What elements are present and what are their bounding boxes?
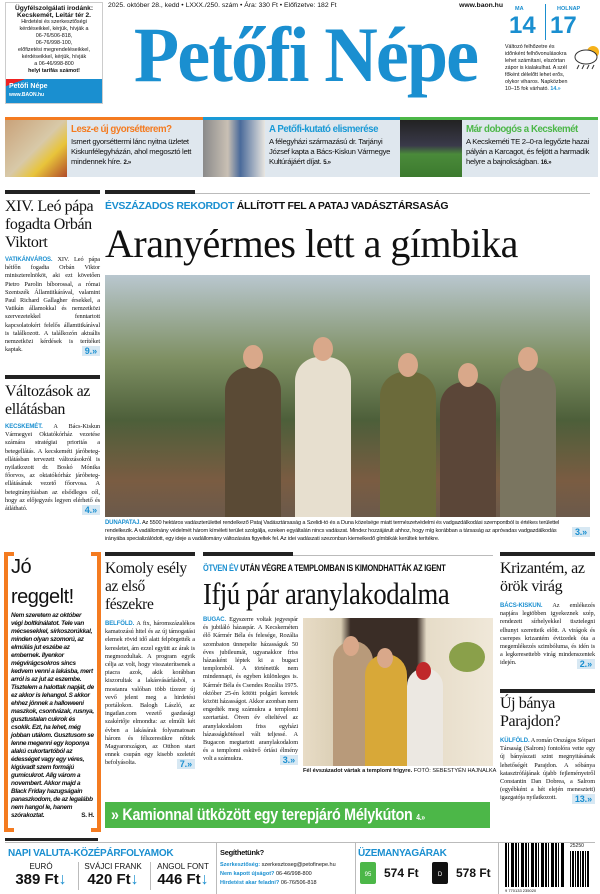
story-title: Komoly esély az első fészekre — [105, 560, 187, 613]
help-label: Szerkesztőség: — [220, 862, 261, 868]
person-head — [518, 347, 538, 371]
page-ref[interactable]: 4.» — [416, 813, 425, 822]
person-head — [398, 353, 418, 377]
story-body — [105, 620, 195, 768]
wedding-caption — [303, 768, 495, 775]
story-parajd-mine[interactable] — [500, 693, 595, 804]
help-title: Segíthetünk? — [220, 848, 264, 857]
story-location: BUGAC. — [203, 617, 227, 623]
rule — [293, 555, 493, 556]
help-label: Hirdetést akar feladni? — [220, 880, 280, 886]
currency-chf — [78, 862, 148, 889]
arrow-down-icon: ↓ — [200, 871, 209, 888]
rule — [5, 838, 98, 841]
currency-value: 389 Ft — [15, 871, 59, 888]
story-location: BELFÖLD. — [105, 621, 135, 627]
info-line: 06-76/998-100, — [35, 40, 73, 46]
masthead — [108, 0, 503, 105]
story-chrysanthemum[interactable] — [500, 558, 595, 669]
teaser-photo — [5, 120, 67, 177]
arrow-down-icon: ↓ — [130, 871, 139, 888]
story-title: XIV. Leó pápa fogadta Orbán Viktort — [5, 198, 94, 251]
teaser-body: Ismert gyorséttermi lánc nyitna üzletet Kiskunfélegyházán, ahol megosztó lett mindennek híre. — [71, 137, 192, 166]
currency-value: 420 Ft — [87, 871, 131, 888]
divider — [545, 4, 546, 40]
currency-title: NAPI VALUTA-KÖZÉPÁRFOLYAMOK — [8, 848, 174, 859]
fuel-price-95: 574 Ft — [384, 866, 419, 880]
fuel-pump-icon — [360, 862, 376, 884]
page-ref[interactable]: 16.» — [540, 160, 552, 166]
info-line: Hirdetési és szerkesztőségi — [21, 19, 87, 25]
info-line: a 06-46/998-800 — [34, 61, 74, 67]
page-ref[interactable]: 2.» — [577, 659, 595, 669]
person-head — [243, 345, 263, 369]
person-head — [343, 636, 359, 656]
weather-today-label: MA — [515, 6, 524, 12]
forecast-text: Változó felhőzetre és időnként felhővonulásokra lehet számítani, elszórtan zápor is kialakulhat. A szél főként délelőtt lehet erős, olykor viharos. Napközben 10–15 fok várható. — [505, 44, 568, 92]
story-location: VATIKÁNVÁROS. — [5, 257, 53, 263]
person — [440, 382, 496, 517]
teaser-photo — [400, 120, 462, 177]
help-phone[interactable]: 06-76/506-818 — [280, 880, 317, 886]
story-location: KÜLFÖLD. — [500, 738, 530, 744]
story-housing[interactable] — [105, 558, 195, 769]
story-body — [500, 602, 595, 668]
story-pope[interactable] — [5, 194, 100, 356]
page-ref[interactable]: 13.» — [572, 794, 595, 804]
rule — [105, 552, 195, 556]
currency-eur — [6, 862, 76, 889]
customer-service-box — [5, 2, 103, 104]
fuel-price-diesel: 578 Ft — [456, 866, 491, 880]
currency-name: SVÁJCI FRANK — [84, 862, 142, 871]
story-text: Az emlékezés napjára legtöbben igyekeznek szép, rendezett sírhelyekkel tisztelegni elhunyt szeretteik előtt. A virágok és cserepes krizantém évtizedek óta a megemlékezés szimbóluma, és idén is a legkeresettebb virág mindenszentek idején. — [500, 602, 595, 667]
story-title: Krizantém, az örök virág — [500, 560, 585, 595]
info-line: helyi tarifás számot! — [28, 68, 80, 74]
story-title: Változások az ellátásban — [5, 383, 90, 418]
currency-name: ANGOL FONT — [157, 862, 209, 871]
person — [295, 357, 351, 517]
newspaper-title: Petőfi Népe — [133, 11, 478, 98]
wedding-photo — [303, 618, 493, 766]
website-link[interactable]: www.baon.hu — [459, 2, 503, 9]
kicker-accent: ÖTVEN ÉV — [203, 563, 239, 573]
story-text: A román Országos Sóipari Társaság (Salrom) fontolóra vette egy új bányászati szint megnyitásának lehetőségét Parajdon. A sóbánya katasztrófájának újabb fejleményeiről Constantin Dan Dobrea, a Salrom (egyébként a hét elején menesztett) igazgatója nyilatkozott. — [500, 737, 595, 802]
teaser-title: Már dobogós a Kecskemét — [466, 123, 578, 135]
currency-gbp — [148, 862, 218, 889]
currency-value: 446 Ft — [157, 871, 201, 888]
barcode — [505, 843, 565, 887]
cloud-rain-icon — [573, 44, 600, 72]
story-body — [5, 423, 100, 516]
teaser-text — [71, 137, 201, 168]
person-head — [377, 648, 393, 668]
page-ref[interactable]: 3.» — [572, 527, 590, 537]
rule — [203, 552, 293, 556]
story-location: BÁCS-KISKUN. — [500, 603, 543, 609]
teaser-title: Lesz-e új gyorsétterem? — [71, 123, 172, 135]
teaser-text — [269, 137, 399, 168]
story-text: Egyszerre voltak jegyespár és jubiláló házaspár. A Kecskeméten élő Kármér Béla és felesége, Rozália szombaton ünnepelte házasságuk 50 éves jubileumát, ugyanakkor friss házasként léptek ki a bugaci templomból. A történetük nem mindennapi, és egyben különleges is. Kármér Béla és Csendes Rozália 1975. október 25-én kötött polgári keretek között házasságot. Akkor azonban nem engedték meg számukra a templomi szertartást. Ötven év elteltével az aranylakodalom friss egyházi házasságkötéssel vált teljessé. A Bugacon megtartott aranylakodalom és a templomi esküvő óriási élmény volt a számukra. — [203, 616, 298, 763]
story-body — [500, 737, 595, 803]
story-title: Új bánya Parajdon? — [500, 695, 561, 730]
column-title: Jó reggelt! — [11, 556, 74, 608]
page-ref[interactable]: 5.» — [323, 160, 331, 166]
kicker-text: ÁLLÍTOTT FEL A PATAJ VADÁSZTÁRSASÁG — [236, 200, 449, 212]
person — [407, 668, 443, 766]
teaser-kecskemet-football[interactable] — [400, 117, 598, 177]
page-ref[interactable]: 2.» — [123, 160, 131, 166]
page-ref[interactable]: 3.» — [280, 755, 298, 765]
help-box — [220, 848, 353, 888]
brand-web[interactable]: www.BAON.hu — [9, 92, 45, 98]
banner-text: » Kamionnal ütközött egy terepjáró Mélykúton — [111, 805, 413, 824]
page-ref[interactable]: 9.» — [82, 346, 100, 356]
fuel-code: 95 — [364, 872, 372, 878]
brand-name: Petőfi Népe — [9, 83, 48, 90]
info-line: 06-76/506-818, — [35, 33, 73, 39]
person-head — [416, 662, 431, 680]
page-ref[interactable]: 4.» — [82, 505, 100, 515]
column-text: Nem szeretem az október végi boltkínálatot. Tele van mécsesekkel, sírkoszorúkkal, minden olyan szomorú, az elmúlás jut eszébe az embernek. Ilyenkor mégvirágcsokros sincs kedvem venni a lakásba, mert arról is az jut az eszembe. Tisztelem a halottak napját, de ez akkor is lehangol. S akkor ehhez jönnek a halloweeni maszkok, csontvázak, rusnya, gusztustalan cukrok és csokik. Ezt, ha lehet, még jobban utálom. Gusztusom se lenne megenni egy koponya alakú cukortartóból az édességet vagy egy véres, kigúvadt szem formájú gumicukrot. Alig várom a novembert. Akkor majd a Black Friday hazugságain panaszkodom, de az legalább nem hangol le, hanem szórakoztat. — [11, 612, 94, 819]
info-line: előfizetési megrendeléseikkel, — [18, 47, 90, 53]
teaser-text — [466, 137, 596, 168]
barcode-issue: 25250 — [570, 843, 584, 849]
rule — [500, 552, 595, 556]
person — [380, 372, 436, 517]
story-location: KECSKEMÉT. — [5, 424, 43, 430]
help-email[interactable]: szerkesztoseg@petofinepe.hu — [261, 862, 336, 868]
info-line: kérdéseikkel, kérjük, hívják — [21, 54, 87, 60]
teaser-body: A félegyházi származású dr. Tarjányi József kapta a Bács-Kiskun Vármegye Kultúrájáért díjat. — [269, 137, 391, 166]
teaser-body: A Kecskeméti TE 2–0-ra legyőzte hazai pályán a Karcagot, és feljött a harmadik helyre a bajnokságban. — [466, 137, 590, 166]
caption-location: DUNAPATAJ. — [105, 520, 141, 526]
info-brand — [6, 79, 102, 103]
page-ref[interactable]: 7.» — [177, 759, 195, 769]
weather-forecast — [505, 44, 573, 93]
main-kicker — [105, 200, 448, 212]
teaser-photo — [203, 120, 265, 177]
info-line: kérdéseikkel, kérjük, hívják a — [19, 26, 89, 32]
breaking-news-banner[interactable] — [105, 802, 490, 828]
fuel-code: D — [437, 872, 443, 878]
weather-today-temp: 14 — [509, 12, 536, 39]
story-text: XIV. Leó pápa hétfőn fogadta Orbán Viktor miniszterelnököt, aki ezt követően Pietro Parolin bíborossal, a római Szentszék Államtitkárával, valamint Paul Richard Gallagher érsekkel, a Vatikán államokkal és nemzetközi szervezetekkel fenntartott kapcsolatokért felelős államtitkárával is találkozott. A találkozón aktuális nemzetközi kérdések is terítéket kaptak. — [5, 256, 100, 354]
photo-credit: FOTÓ: SEBESTYÉN HAJNALKA — [413, 768, 497, 774]
rule — [105, 190, 195, 194]
weather-box — [505, 0, 600, 105]
caption-text: Fél évszázadot vártak a templomi frigyre. — [303, 768, 413, 774]
teaser-fastfood[interactable] — [5, 117, 203, 177]
main-photo-hunters — [105, 275, 590, 517]
person-head — [458, 363, 478, 387]
ifju-headline[interactable]: Ifjú pár aranylakodalma — [203, 576, 450, 611]
teaser-title: A Petőfi-kutató elismerése — [269, 123, 379, 135]
signature: S. H. — [81, 812, 94, 819]
rule — [195, 193, 590, 194]
person — [500, 367, 556, 517]
kicker-accent: ÉVSZÁZADOS REKORDOT — [105, 200, 235, 212]
fuel-pump-icon — [432, 862, 448, 884]
person — [225, 367, 281, 517]
info-address: Kecskemét, Leitár tér 2. — [16, 12, 92, 19]
good-morning-column — [4, 552, 101, 832]
kicker-text: UTÁN VÉGRE A TEMPLOMBAN IS KIMONDHATTÁK AZ IGENT — [240, 563, 446, 573]
ifju-body — [203, 616, 298, 765]
help-label: Nem kapott újságot? — [220, 871, 275, 877]
dateline: 2025. október 28., kedd • LXXX./250. szám • Ára: 330 Ft • Előfizetve: 182 Ft — [108, 2, 337, 9]
caption-text: Az 5500 hektáros vadászterülettel rendelkező Pataj Vadásztársaság a Szelidi-tó és a Duna közelsége miatt természetvédelmi és vadgazdálkodási szempontból is értékes területtel rendelkezik. A vadállomány védelmét három kíméleti terület szolgálja, ezeken egyáltalán nincs vadászat. Mindez hozzájárult ahhoz, hogy míg korábban a társaság az apróvadas vadgazdálkodás irányába specializálódott, egy ideje a vadállomány változására figyeltek fel. Az idei vadászati szezonban kiemelkedő gímbikák kerültek terítékre. — [105, 520, 560, 542]
column-body — [11, 612, 94, 820]
story-text: A fix, háromszázalékos kamatozású hitel és az új támogatási elemek rövid idő alatt felpörgették a keresletet, ám ezzel együtt az árak is megmozdultak. A program egyik célja az volt, hogy visszaterítsenek a piacra azok, akik korábban kiszorultak a lakásvásárlásból, s mostanra valóban több tízezer új vevő jelent meg a hirdetési portálokon. Balogh László, az ingatlan.com vezető gazdasági szakértője elmondta: az elmúlt két évben a lakásárak folyamatosan három és félszeresükre nőttek Magyarországon, az Otthon start ennek csupán egy kisebb szeletét befolyásolta. — [105, 620, 195, 767]
story-healthcare[interactable] — [5, 379, 100, 515]
barcode-addon — [570, 851, 590, 887]
currency-name: EURÓ — [29, 862, 53, 871]
person-head — [313, 337, 333, 361]
main-caption — [105, 519, 590, 543]
fuel-title: ÜZEMANYAGÁRAK — [358, 848, 447, 859]
person — [365, 654, 407, 766]
arrow-down-icon: ↓ — [58, 871, 67, 888]
story-text: A Bács-Kiskun Vármegyei Oktatókórház vezetése számára stratégiai prioritás a betegellátás. A kecskeméti járóbeteg-ellátásban tervezett változásokról is nyilatkozott dr. Boskó Mónika főorvos, az oktatókórház járóbeteg-ellátásának vezető főorvosa. A betegirányításban az elsődleges cél, hogy az előjegyzés legyen elérhető és átlátható. — [5, 423, 100, 513]
teaser-petofi-researcher[interactable] — [203, 117, 401, 177]
page-ref[interactable]: 14.» — [550, 86, 561, 92]
barcode-number: 9 770133 235020 — [505, 888, 537, 893]
info-title: Ügyfélszolgálati irodánk: — [14, 5, 94, 12]
weather-tomorrow-temp: 17 — [550, 12, 577, 39]
help-phone[interactable]: 06-46/998-800 — [275, 871, 312, 877]
weather-tomorrow-label: HOLNAP — [557, 6, 581, 12]
story-body — [5, 256, 100, 357]
ifju-kicker — [203, 563, 446, 573]
main-headline[interactable]: Aranyérmes lett a gímbika — [105, 221, 518, 266]
